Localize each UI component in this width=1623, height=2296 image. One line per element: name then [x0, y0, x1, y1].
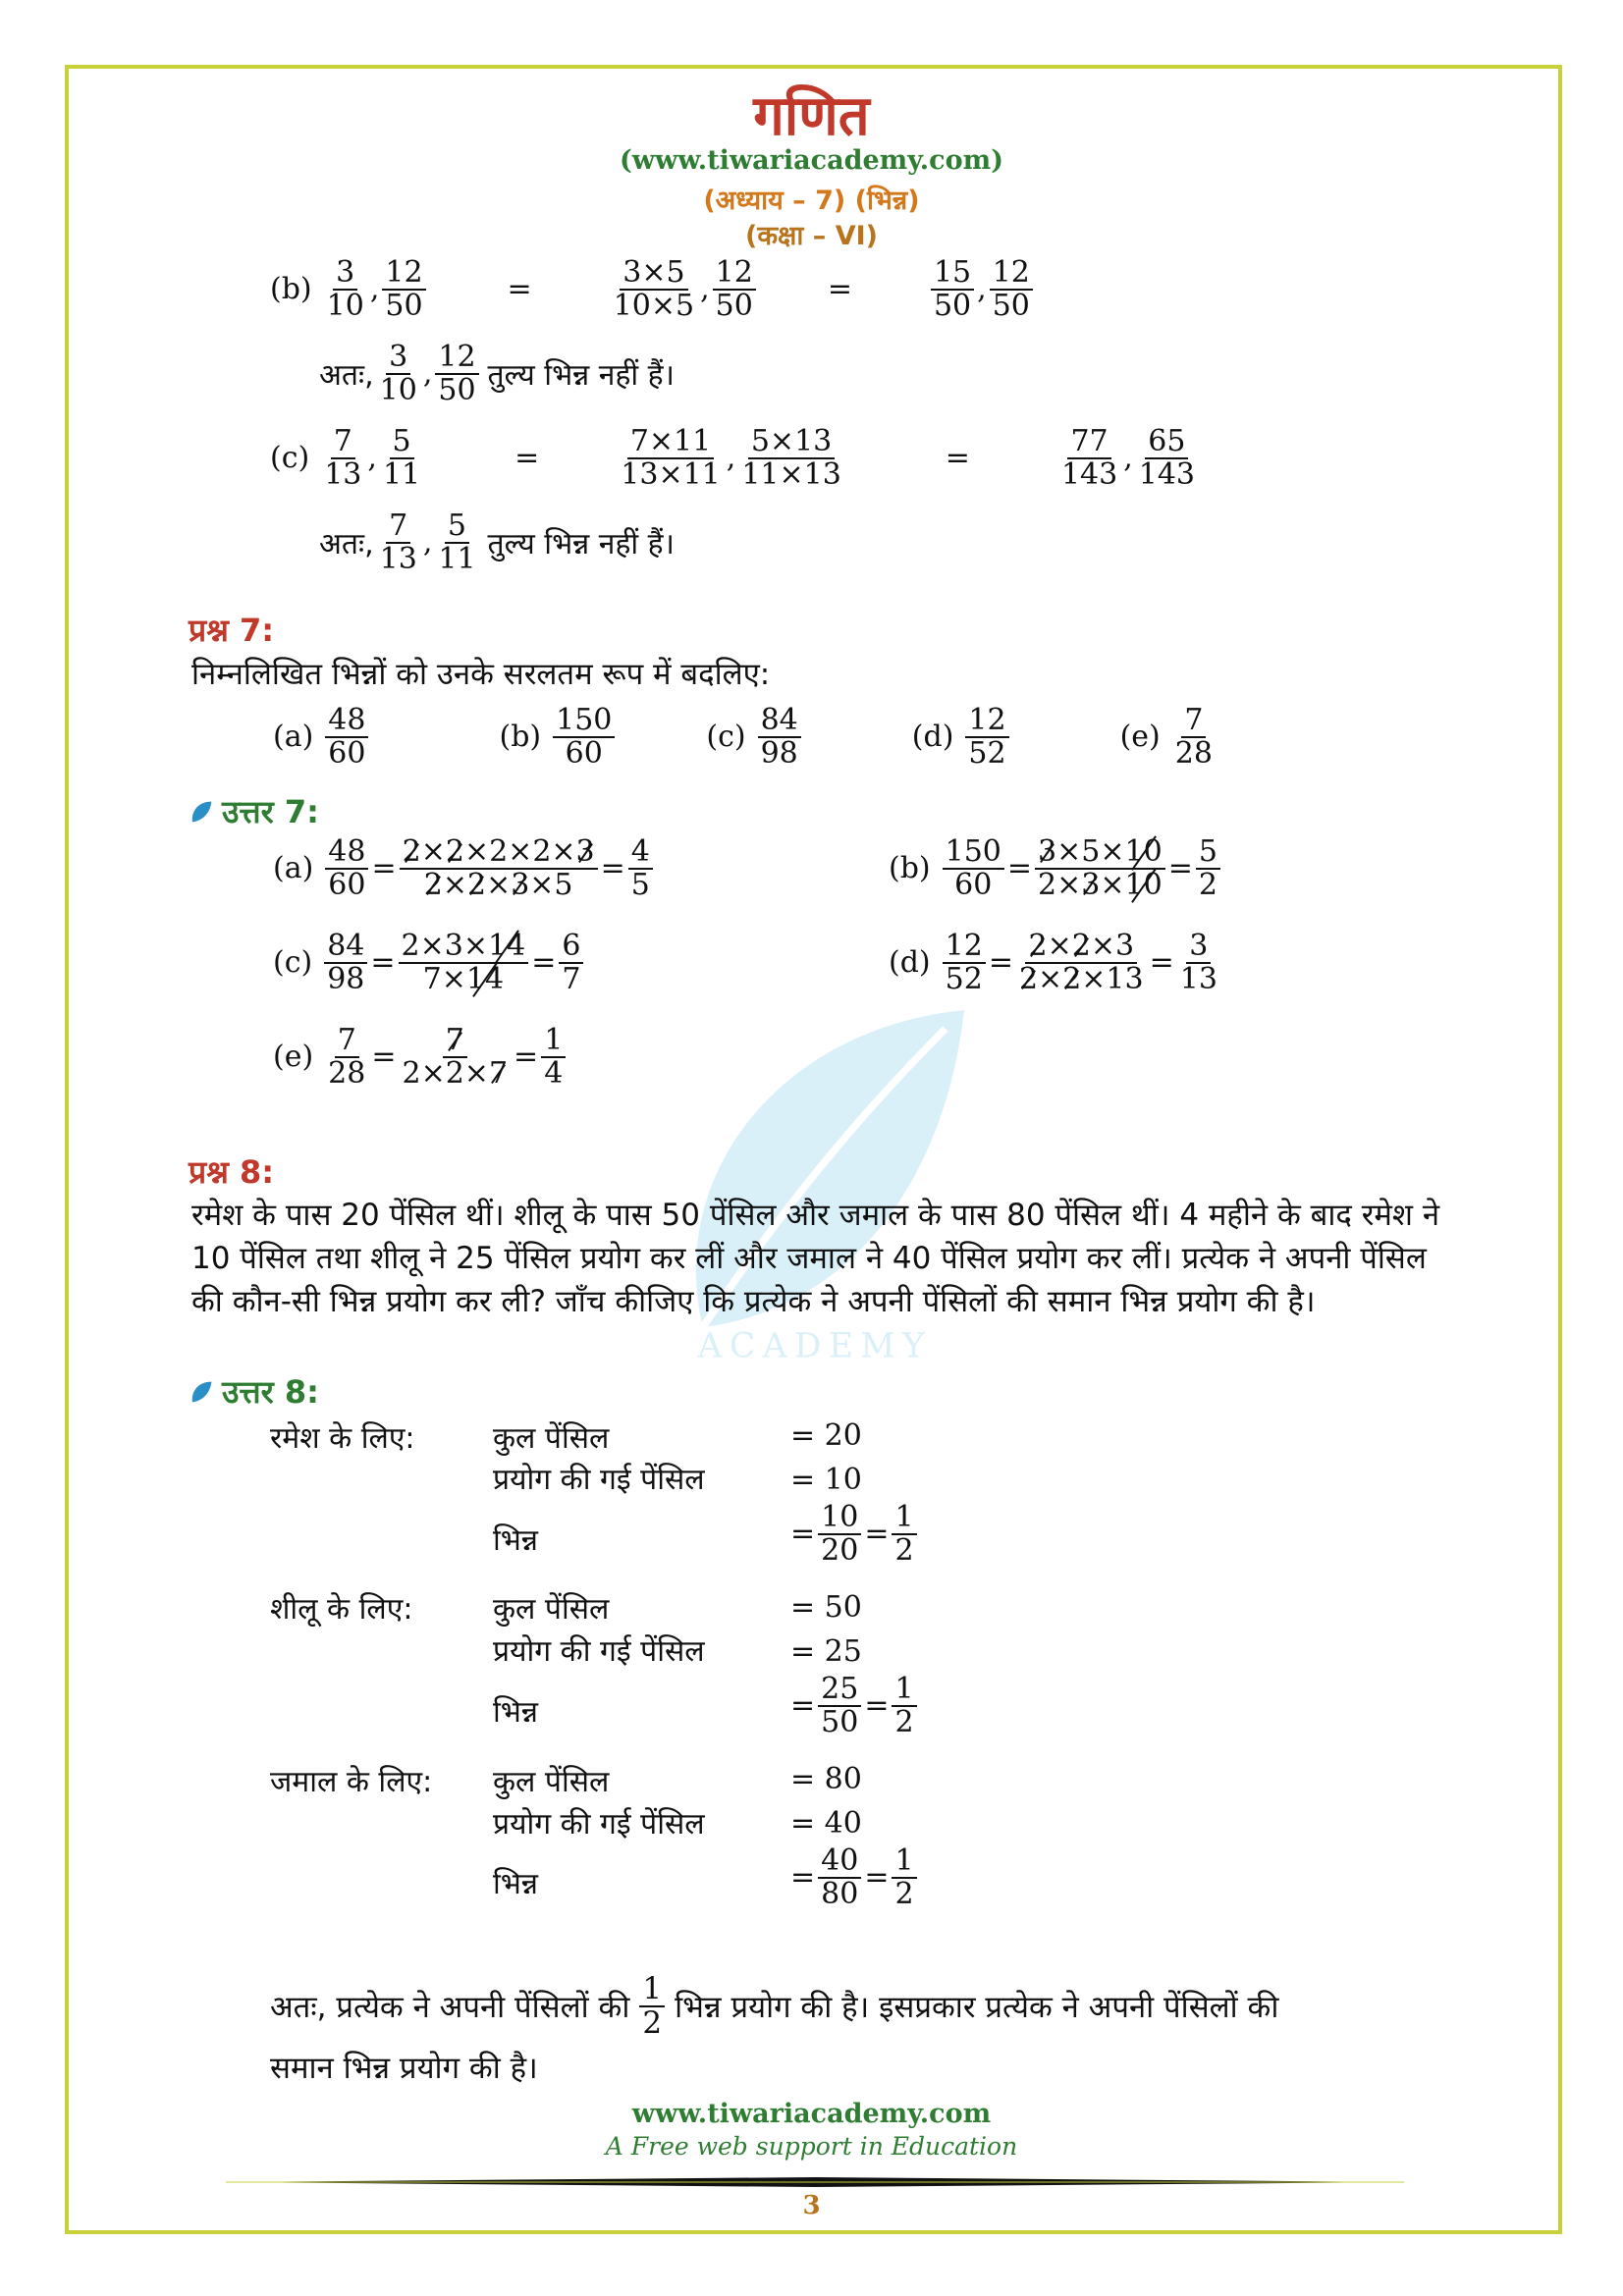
answer-7d: (d) $\frac{12}{52}$ = $\frac{2\times 2\times 3}{2\times 2\times 13}$ = $\frac{3}{13}$: [889, 929, 1217, 996]
answer-8-conclusion: अतः, प्रत्येक ने अपनी पेंसिलों की $\frac{1}{2}$ भिन्न प्रयोग की है। इसप्रकार प्रत्येक ने अपनी पेंसिलों की: [270, 1971, 1279, 2041]
used-value: = 25: [790, 1634, 862, 1669]
total-value: = 20: [790, 1418, 862, 1453]
question-7-heading: प्रश्न 7:: [189, 612, 275, 649]
fraction: $\frac{77}{143}$: [1060, 424, 1118, 492]
answer-8-heading: उत्तर 8:: [189, 1370, 319, 1413]
total-label: कुल पेंसिल: [493, 1765, 610, 1799]
used-label: प्रयोग की गई पेंसिल: [493, 1463, 705, 1497]
fraction: $\frac{7}{13}$: [324, 424, 362, 492]
footer-url[interactable]: www.tiwariacademy.com: [631, 2099, 992, 2129]
answer-7-heading: उत्तर 7:: [189, 790, 319, 832]
total-value: = 50: [790, 1590, 862, 1625]
page-title: गणित: [753, 84, 870, 148]
fraction: $\frac{15}{50}$: [931, 257, 974, 321]
person-name: रमेश के लिए:: [270, 1421, 415, 1456]
person-name: शीलू के लिए:: [270, 1592, 413, 1627]
answer-7b: (b) $\frac{150}{60}$ = $\frac{3\times 5\times 10}{2\times 3\times 10}$ = $\frac{5}{2}$: [889, 836, 1223, 900]
answer-7e: (e) $\frac{7}{28}$ = $\frac{7}{2\times 2\times 7}$ = $\frac{1}{4}$: [273, 1025, 568, 1089]
answer-7a: (a) $\frac{48}{60}$ = $\frac{2\times 2\times 2\times 2\times 3}{2\times 2\times 3\times 5}$ = $\frac{4}{5}$: [273, 836, 656, 900]
fraction: $\frac{12}{50}$: [990, 257, 1033, 321]
used-label: प्रयोग की गई पेंसिल: [493, 1807, 705, 1842]
fraction: $\frac{12}{50}$: [713, 257, 756, 321]
answer-7c: (c) $\frac{84}{98}$ = $\frac{2\times 3\times 14}{7\times 14}$ = $\frac{6}{7}$: [273, 931, 586, 994]
leaf-icon: [189, 799, 214, 825]
fraction: $\frac{12}{52}$: [965, 705, 1008, 769]
fraction: $\frac{48}{60}$: [325, 705, 368, 769]
watermark-brand: ACADEMY: [697, 1326, 933, 1364]
fraction: $\frac{5}{11}$: [382, 424, 421, 492]
fraction: $\frac{5\times 13}{11\times 13}$: [741, 424, 841, 492]
fraction: $\frac{7}{13}$: [379, 508, 417, 576]
fraction-label: भिन्न: [493, 1695, 538, 1730]
question-8-text: रमेश के पास 20 पेंसिल थीं। शीलू के पास 50 पेंसिल और जमाल के पास 80 पेंसिल थीं। 4 महीने के बाद रमेश ने 10 पेंसिल तथा शीलू ने 25 पेंसिल प्रयोग कर लीं और जमाल ने 40 पेंसिल प्रयोग कर लीं। प्रत्येक ने अपनी पेंसिल की कौन-सी भिन्न प्रयोग कर ली? जाँच कीजिए कि प्रत्येक ने अपनी पेंसिलों की समान भिन्न प्रयोग की है।: [191, 1198, 1440, 1319]
footer-divider: [226, 2177, 1404, 2187]
fraction: $\frac{3\times 5}{10\times 5}$: [613, 255, 695, 323]
leaf-icon: [189, 1379, 214, 1405]
fraction: $\frac{12}{50}$: [382, 257, 425, 321]
question-7-items: (a) $\frac{48}{60}$ (b) $\frac{150}{60}$ (c) $\frac{84}{98}$ (d) $\frac{12}{52}$ (e) $\frac{7}{28}$: [273, 705, 1218, 769]
fraction-value: = $\frac{25}{50}$ = $\frac{1}{2}$: [790, 1674, 920, 1737]
person-name: जमाल के लिए:: [270, 1765, 433, 1799]
prev-b-row: (b) $\frac{3}{10}$ , $\frac{12}{50}$ = $\frac{3\times 5}{10\times 5}$ , $\frac{12}{50}$ = $\frac{15}{50}$ , $\frac{12}{50}$: [270, 257, 1036, 321]
fraction-value: = $\frac{40}{80}$ = $\frac{1}{2}$: [790, 1845, 920, 1909]
fraction: $\frac{84}{98}$: [758, 705, 801, 769]
total-value: = 80: [790, 1762, 862, 1796]
used-label: प्रयोग की गई पेंसिल: [493, 1634, 705, 1669]
total-label: कुल पेंसिल: [493, 1592, 610, 1627]
fraction: $\frac{3}{10}$: [326, 255, 364, 323]
fraction: $\frac{12}{50}$: [435, 342, 478, 405]
fraction: $\frac{5}{11}$: [438, 508, 476, 576]
prev-b-conclusion: अतः, $\frac{3}{10}$ , $\frac{12}{50}$ तुल्य भिन्न नहीं हैं।: [319, 340, 675, 407]
question-8-heading: प्रश्न 8:: [189, 1153, 275, 1191]
fraction-label: भिन्न: [493, 1867, 538, 1901]
used-value: = 10: [790, 1463, 862, 1497]
fraction: $\frac{65}{143}$: [1138, 424, 1196, 492]
prev-c-row: (c) $\frac{7}{13}$ , $\frac{5}{11}$ = $\frac{7\times 11}{13\times 11}$ , $\frac{5\times 13}{11\times 13}$ = $\frac{77}{143}$ , $\frac{65}{143}$: [270, 426, 1201, 490]
fraction-label: भिन्न: [493, 1523, 538, 1558]
fraction-value: = $\frac{10}{20}$ = $\frac{1}{2}$: [790, 1502, 920, 1566]
fraction: $\frac{150}{60}$: [553, 705, 615, 769]
footer-tagline: A Free web support in Education: [605, 2132, 1018, 2161]
fraction: $\frac{3}{10}$: [379, 340, 417, 407]
fraction: $\frac{7\times 11}{13\times 11}$: [621, 424, 721, 492]
total-label: कुल पेंसिल: [493, 1421, 610, 1456]
header-url[interactable]: (www.tiwariacademy.com): [620, 145, 1003, 176]
question-7-text: निम्नलिखित भिन्नों को उनके सरलतम रूप में बदलिए:: [191, 657, 771, 692]
answer-8-conclusion-line2: समान भिन्न प्रयोग की है।: [270, 2051, 538, 2086]
chapter-label: (अध्याय – 7) (भिन्न): [703, 186, 920, 216]
fraction: $\frac{7}{28}$: [1174, 703, 1213, 771]
class-label: (कक्षा – VI): [744, 221, 878, 251]
prev-c-conclusion: अतः, $\frac{7}{13}$ , $\frac{5}{11}$ तुल्य भिन्न नहीं हैं।: [319, 508, 675, 576]
page-number: 3: [802, 2191, 821, 2220]
used-value: = 40: [790, 1806, 862, 1841]
